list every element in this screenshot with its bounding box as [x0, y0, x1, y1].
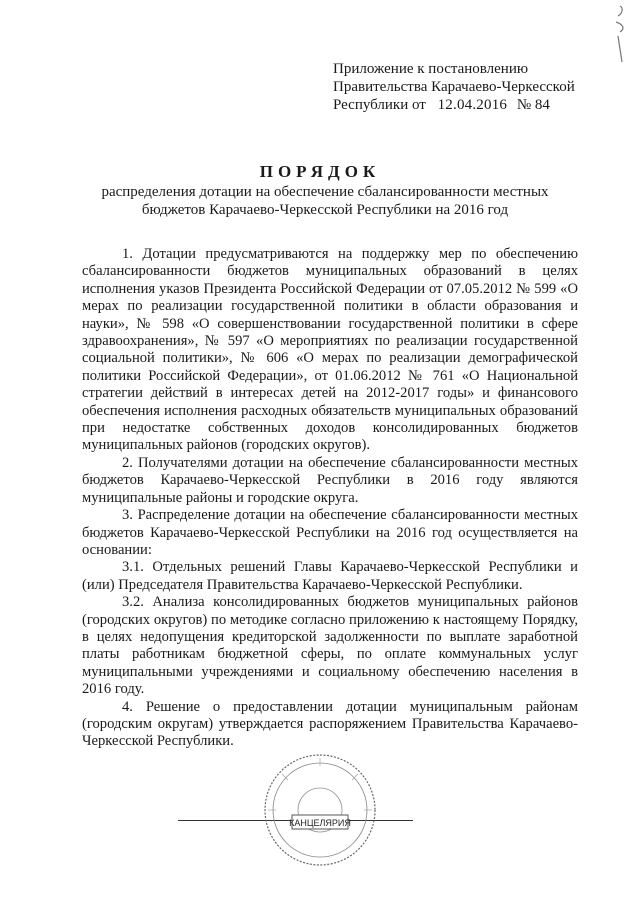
document-body: [82, 246, 578, 751]
appendix-line-3: [333, 96, 633, 114]
appendix-line-1: Приложение к постановлению: [333, 61, 529, 77]
paragraph-3-2: 3.2. Анализа консолидированных бюджетов муниципальных районов (городских округов) по методике согласно приложению к настоящему Порядку, в целях недопущения кредиторской задолженности по выплате заработной платы работникам бюджетной сферы, по оплате коммунальных услуг муниципальными учреждениями и социальному обеспечению населения в 2016 году.: [82, 594, 578, 698]
paragraph-4: 4. Решение о предоставлении дотации муниципальным районам (городским округам) утверждается распоряжением Правительства Карачаево-Черкесской Республики.: [82, 698, 578, 750]
appendix-line-2: Правительства Карачаево-Черкесской: [333, 79, 575, 95]
paragraph-3-1: 3.1. Отдельных решений Главы Карачаево-Черкесской Республики и (или) Председателя Правительства Карачаево-Черкесской Республики.: [82, 559, 578, 593]
appendix-number: № 84: [516, 97, 550, 113]
appendix-header: [333, 60, 633, 114]
subtitle-line-1: распределения дотации на обеспечение сбалансированности местных: [101, 184, 549, 200]
document-subtitle: [80, 183, 570, 219]
paragraph-2: 2. Получателями дотации на обеспечение сбалансированности местных бюджетов Карачаево-Черкесской Республики в 2016 году являются муниципальные районы и городские округа.: [82, 454, 578, 506]
paragraph-1: 1. Дотации предусматриваются на поддержку мер по обеспечению сбалансированности бюджетов муниципальных образований в целях исполнения указов Президента Российской Федерации от 07.05.2012 № 599 «О мерах по реализации государственной политики в области образования и науки», № 598 «О совершенствовании государственной политики в сфере здравоохранения», № 597 «О мероприятиях по реализации государственной социальной политики», № 606 «О мерах по реализации демографической политики Российской Федерации», от 01.06.2012 № 761 «О Национальной стратегии действий в интересах детей на 2012-2017 годы» и финансового обеспечения исполнения расходных обязательств муниципальных образований при недостатке собственных доходов консолидированных бюджетов муниципальных районов (городских округов).: [82, 246, 578, 454]
subtitle-line-2: бюджетов Карачаево-Черкесской Республики на 2016 год: [141, 202, 509, 218]
document-title: ПОРЯДОК: [259, 162, 381, 181]
paragraph-3: 3. Распределение дотации на обеспечение сбалансированности местных бюджетов Карачаево-Черкесской Республики на 2016 год осуществляется на основании:: [82, 507, 578, 558]
official-seal-stamp: [262, 752, 378, 868]
appendix-republic-label: Республики от: [333, 97, 426, 113]
stamp-center-text: КАНЦЕЛЯРИЯ: [289, 818, 351, 828]
appendix-date: 12.04.2016: [437, 97, 508, 113]
